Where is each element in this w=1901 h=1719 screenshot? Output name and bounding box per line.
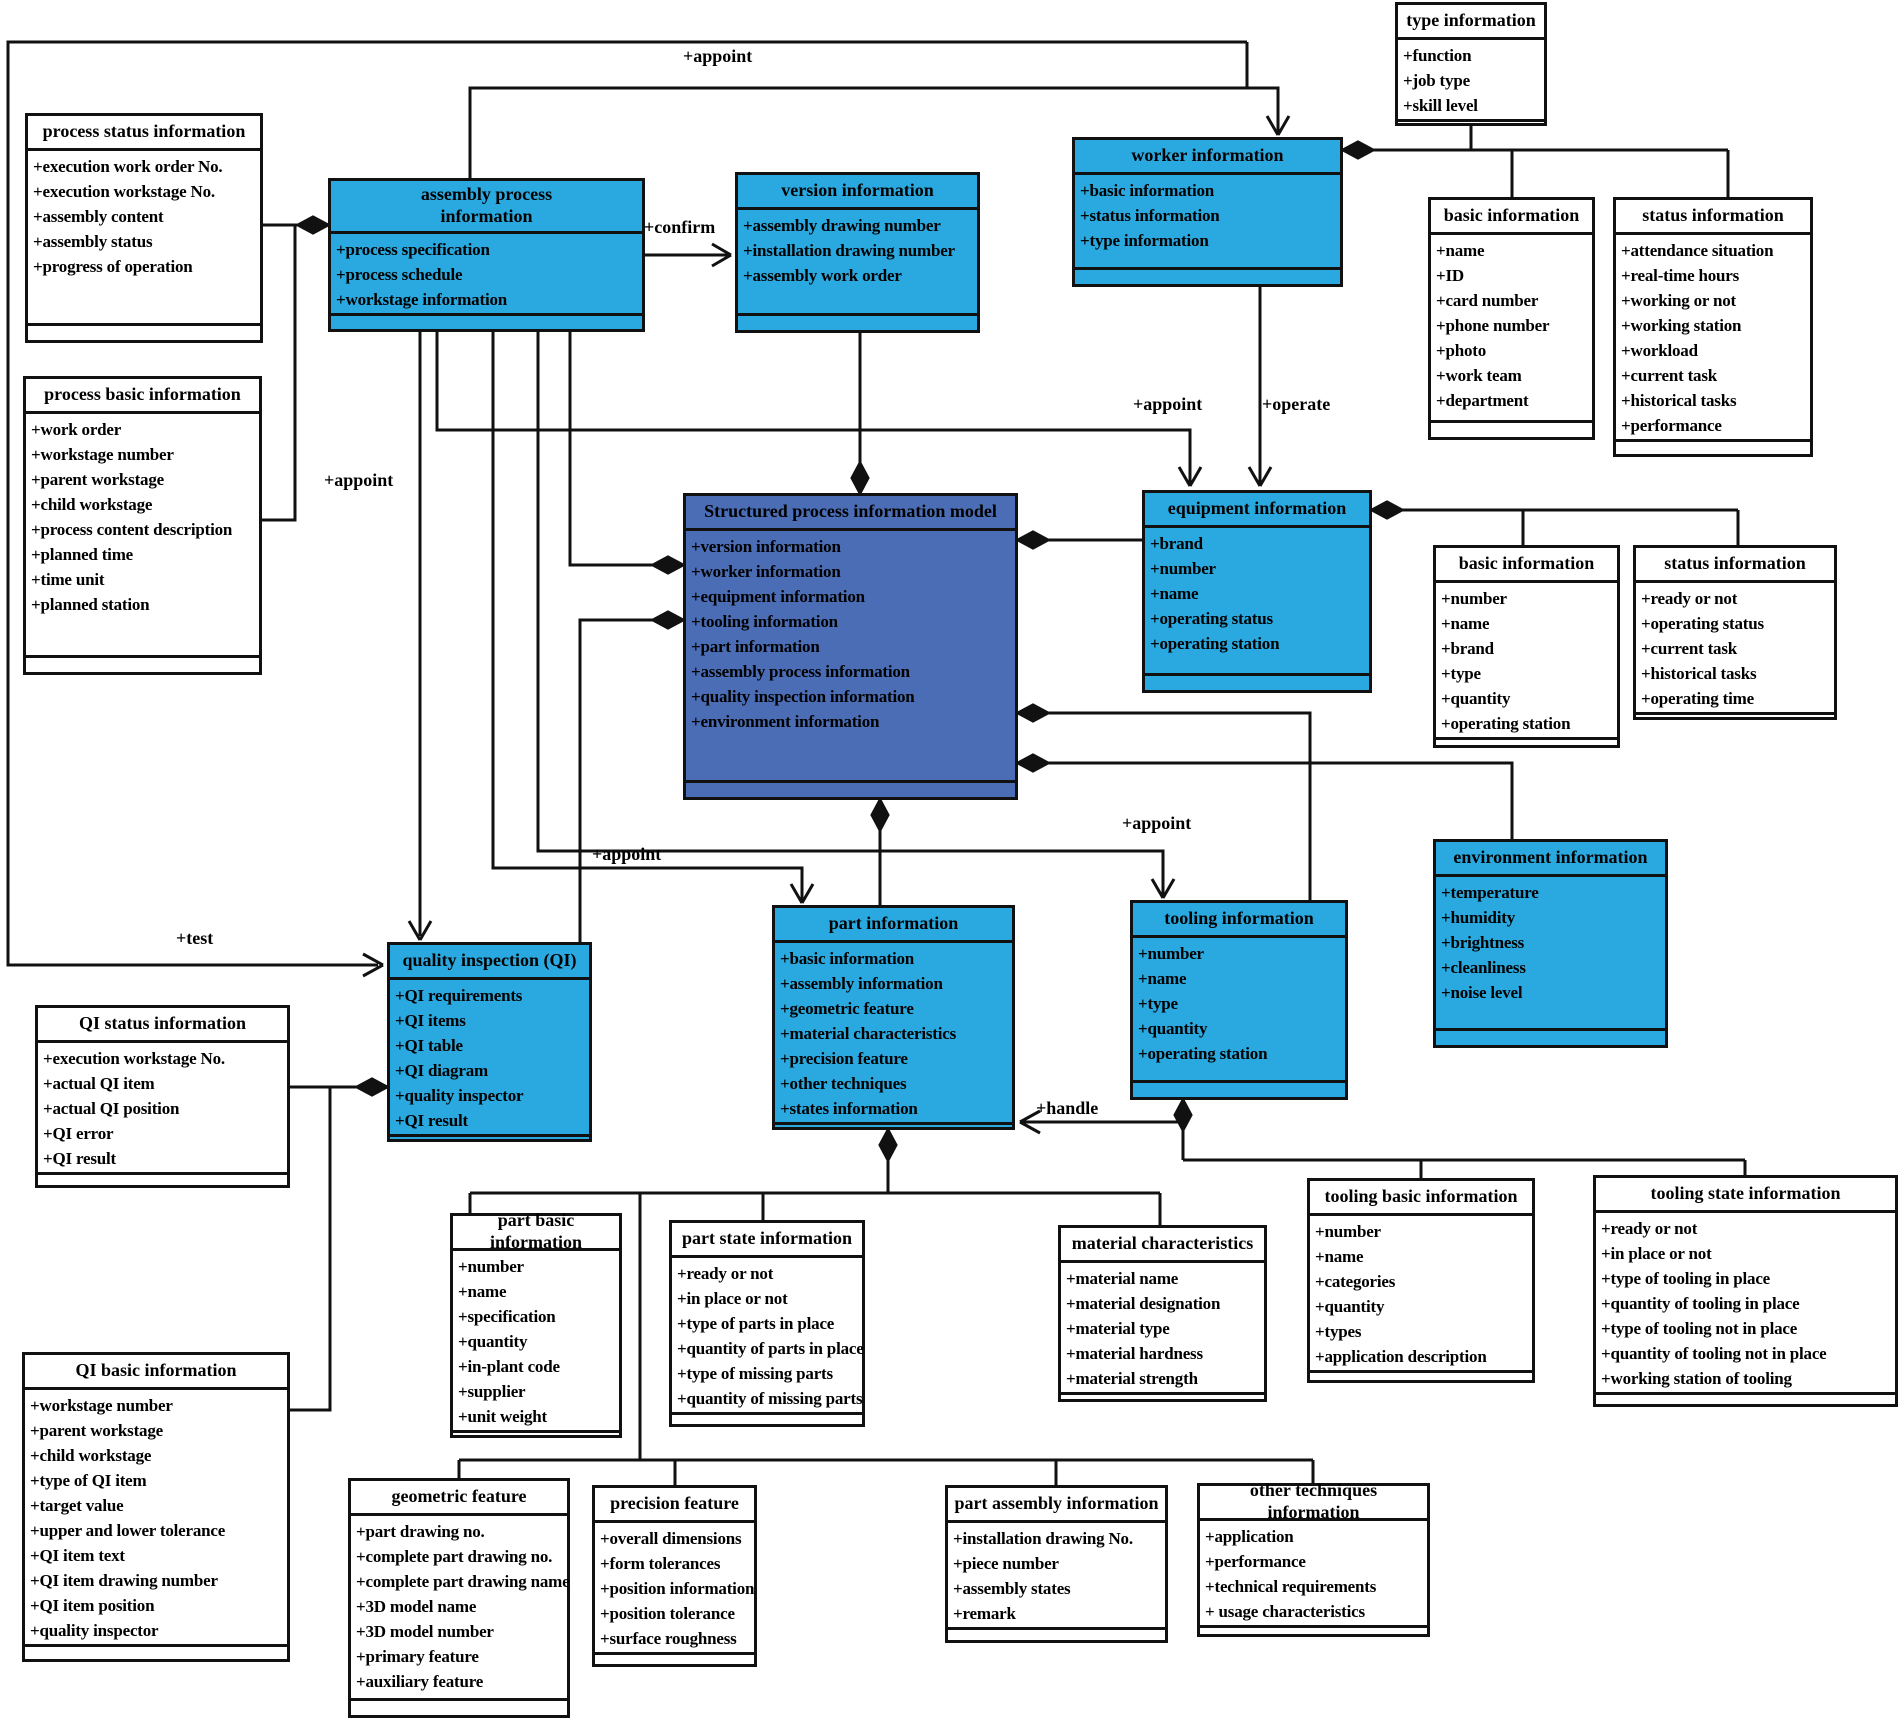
class-attribute-list <box>1310 1216 1532 1370</box>
class-attribute-list <box>1398 40 1544 119</box>
class-attribute: +operating station <box>1138 1044 1268 1063</box>
class-attribute-list <box>1133 938 1345 1080</box>
class-attribute: +number <box>1441 589 1507 608</box>
class-attribute: +brand <box>1441 639 1494 658</box>
class-attribute: +type of tooling not in place <box>1601 1319 1798 1338</box>
class-attribute-list <box>775 943 1012 1122</box>
class-title: status information <box>1636 548 1834 583</box>
class-attribute: +name <box>1436 241 1485 260</box>
class-attribute: +name <box>458 1282 507 1301</box>
class-attribute: +geometric feature <box>780 999 914 1018</box>
class-attribute: +number <box>1138 944 1204 963</box>
class-part-state-information <box>669 1220 865 1427</box>
class-attribute: +QI requirements <box>395 986 523 1005</box>
class-footer-compartment <box>1310 1370 1532 1380</box>
class-attribute: +operating status <box>1150 609 1273 628</box>
class-type-information <box>1395 2 1547 126</box>
class-attribute-list <box>1596 1213 1895 1392</box>
class-attribute: +installation drawing number <box>743 241 955 260</box>
class-attribute: +working or not <box>1621 291 1736 310</box>
edge-label-handle: +handle <box>1036 1098 1099 1118</box>
class-attribute: +categories <box>1315 1272 1396 1291</box>
class-attribute: +photo <box>1436 341 1487 360</box>
class-attribute: +assembly drawing number <box>743 216 941 235</box>
class-attribute: +assembly information <box>780 974 943 993</box>
class-attribute: +QI result <box>43 1149 117 1168</box>
class-footer-compartment <box>1061 1392 1264 1399</box>
class-attribute: +installation drawing No. <box>953 1529 1133 1548</box>
class-attribute-list <box>1436 877 1665 1028</box>
class-title: tooling basic information <box>1310 1181 1532 1216</box>
class-attribute: +3D model name <box>356 1597 477 1616</box>
class-footer-compartment <box>1616 439 1810 454</box>
class-attribute: +planned time <box>31 545 134 564</box>
class-attribute: +quality inspection information <box>691 687 915 706</box>
class-attribute: +complete part drawing name <box>356 1572 570 1591</box>
class-attribute: +attendance situation <box>1621 241 1774 260</box>
class-attribute: +ready or not <box>677 1264 774 1283</box>
class-attribute: +temperature <box>1441 883 1539 902</box>
class-footer-compartment <box>28 323 260 340</box>
class-part-assembly-information <box>945 1485 1168 1643</box>
class-attribute: +basic information <box>780 949 915 968</box>
class-attribute-list <box>26 414 259 655</box>
class-precision-feature <box>592 1485 757 1667</box>
class-attribute-list <box>1636 583 1834 712</box>
class-attribute: +operating station <box>1150 634 1280 653</box>
class-footer-compartment <box>331 313 642 329</box>
class-attribute: +form tolerances <box>600 1554 721 1573</box>
class-title: assembly process information <box>331 181 642 234</box>
class-equipment-status-information <box>1633 545 1837 720</box>
class-attribute: +status information <box>1080 206 1220 225</box>
class-attribute: +overall dimensions <box>600 1529 742 1548</box>
class-attribute: +target value <box>30 1496 124 1515</box>
class-title: process basic information <box>26 379 259 414</box>
class-attribute: +workstage information <box>336 289 508 309</box>
class-attribute: +child workstage <box>31 495 153 514</box>
class-footer-compartment <box>1636 712 1834 717</box>
class-footer-compartment <box>38 1172 287 1185</box>
class-attribute: +name <box>1138 969 1187 988</box>
class-attribute: +quality inspector <box>30 1621 159 1640</box>
class-attribute: + usage characteristics <box>1205 1602 1365 1621</box>
edge-label-operate: +operate <box>1262 394 1331 414</box>
class-attribute: +actual QI item <box>43 1074 155 1093</box>
class-attribute: +material hardness <box>1066 1344 1203 1363</box>
class-attribute: +environment information <box>691 712 880 731</box>
class-title: part information <box>775 908 1012 943</box>
class-title: other techniques information <box>1200 1486 1427 1521</box>
class-attribute: +supplier <box>458 1382 526 1401</box>
class-attribute: +working station <box>1621 316 1742 335</box>
class-attribute-list <box>28 151 260 323</box>
class-attribute: +workstage number <box>30 1396 173 1415</box>
class-attribute: +QI result <box>395 1111 469 1130</box>
class-attribute-list <box>390 980 589 1134</box>
class-attribute: +parent workstage <box>31 470 164 489</box>
class-attribute: +skill level <box>1403 96 1478 115</box>
edge-label-appoint-tooling: +appoint <box>1122 813 1192 833</box>
class-tooling-state-information <box>1593 1175 1898 1407</box>
class-footer-compartment <box>26 655 259 672</box>
class-other-techniques-information <box>1197 1480 1430 1637</box>
class-attribute: +operating status <box>1641 614 1764 633</box>
class-footer-compartment <box>1200 1625 1427 1634</box>
class-attribute: +humidity <box>1441 908 1516 927</box>
class-attribute: +auxiliary feature <box>356 1672 484 1691</box>
class-attribute-list <box>453 1251 619 1430</box>
class-title: quality inspection (QI) <box>390 945 589 980</box>
class-attribute-list <box>1075 175 1340 267</box>
class-attribute: +application <box>1205 1527 1294 1546</box>
class-attribute: +material designation <box>1066 1294 1221 1313</box>
class-title: process status information <box>28 116 260 151</box>
class-attribute: +ID <box>1436 266 1464 285</box>
class-attribute: +real-time hours <box>1621 266 1740 285</box>
class-title: worker information <box>1075 140 1340 175</box>
class-title: QI status information <box>38 1008 287 1043</box>
class-attribute-list <box>25 1390 287 1644</box>
class-attribute: +type of QI item <box>30 1471 147 1490</box>
class-attribute: +noise level <box>1441 983 1523 1002</box>
class-attribute: +child workstage <box>30 1446 152 1465</box>
class-attribute: +performance <box>1621 416 1722 435</box>
class-title: version information <box>738 175 977 210</box>
class-attribute: +phone number <box>1436 316 1550 335</box>
class-attribute: +QI item text <box>30 1546 125 1565</box>
class-part-information <box>772 905 1015 1130</box>
class-equipment-basic-information <box>1433 545 1620 748</box>
class-attribute: +part drawing no. <box>356 1522 485 1541</box>
class-attribute: +name <box>1441 614 1490 633</box>
class-attribute: +historical tasks <box>1641 664 1757 683</box>
class-process-status-information <box>25 113 263 343</box>
class-title: precision feature <box>595 1488 754 1523</box>
class-footer-compartment <box>1431 420 1592 437</box>
class-footer-compartment <box>738 313 977 330</box>
class-attribute: +QI items <box>395 1011 466 1030</box>
class-attribute: +tooling information <box>691 612 838 631</box>
class-attribute: +3D model number <box>356 1622 494 1641</box>
class-attribute: +QI table <box>395 1036 463 1055</box>
class-attribute: +piece number <box>953 1554 1059 1573</box>
class-footer-compartment <box>686 780 1015 797</box>
class-tooling-basic-information <box>1307 1178 1535 1383</box>
class-footer-compartment <box>1596 1392 1895 1404</box>
class-attribute-list <box>595 1523 754 1652</box>
class-structured-process-information-model <box>683 493 1018 800</box>
class-attribute: +remark <box>953 1604 1016 1623</box>
class-attribute-list <box>686 531 1015 780</box>
class-attribute: +operating station <box>1441 714 1571 733</box>
class-attribute-list <box>1616 235 1810 439</box>
class-footer-compartment <box>1133 1080 1345 1097</box>
class-attribute: +quantity of parts in place <box>677 1339 864 1358</box>
class-attribute: +material characteristics <box>780 1024 957 1043</box>
class-quality-inspection-qi <box>387 942 592 1142</box>
class-title: type information <box>1398 5 1544 40</box>
class-qi-status-information <box>35 1005 290 1188</box>
class-geometric-feature <box>348 1478 570 1718</box>
class-title: equipment information <box>1145 493 1369 528</box>
class-attribute: +in place or not <box>1601 1244 1712 1263</box>
class-attribute-list <box>331 234 642 313</box>
class-attribute: +assembly content <box>33 207 164 226</box>
class-attribute: +workload <box>1621 341 1698 360</box>
class-attribute: +unit weight <box>458 1407 547 1426</box>
class-footer-compartment <box>948 1627 1165 1640</box>
class-attribute-list <box>1145 528 1369 673</box>
class-attribute: +department <box>1436 391 1529 410</box>
class-attribute: +ready or not <box>1601 1219 1698 1238</box>
class-attribute: +other techniques <box>780 1074 907 1093</box>
class-title: geometric feature <box>351 1481 567 1516</box>
class-attribute: +part information <box>691 637 820 656</box>
class-attribute: +quantity <box>1315 1297 1385 1316</box>
class-footer-compartment <box>595 1652 754 1664</box>
class-attribute: +execution workstage No. <box>33 182 215 201</box>
class-attribute: +brightness <box>1441 933 1525 952</box>
class-attribute: +QI item drawing number <box>30 1571 218 1590</box>
class-title: part basic information <box>453 1216 619 1251</box>
class-title: tooling state information <box>1596 1178 1895 1213</box>
class-attribute: +workstage number <box>31 445 174 464</box>
class-title: part assembly information <box>948 1488 1165 1523</box>
edge-label-test: +test <box>176 928 214 948</box>
class-attribute: +process schedule <box>336 264 463 284</box>
edge-label-confirm: +confirm <box>644 217 716 237</box>
class-attribute: +material name <box>1066 1269 1179 1288</box>
class-footer-compartment <box>672 1412 862 1424</box>
class-title: material characteristics <box>1061 1228 1264 1263</box>
class-attribute-list <box>1200 1521 1427 1625</box>
class-worker-information <box>1072 137 1343 287</box>
class-footer-compartment <box>1075 267 1340 284</box>
class-attribute: +work order <box>31 420 122 439</box>
class-attribute: +work team <box>1436 366 1522 385</box>
class-attribute: +process content description <box>31 520 233 539</box>
class-attribute: +quantity of tooling in place <box>1601 1294 1800 1313</box>
class-attribute: +type <box>1138 994 1178 1013</box>
class-attribute: +version information <box>691 537 841 556</box>
class-attribute-list <box>351 1516 570 1698</box>
class-attribute: +type of parts in place <box>677 1314 835 1333</box>
class-attribute-list <box>1436 583 1617 737</box>
class-attribute: +function <box>1403 46 1472 65</box>
class-tooling-information <box>1130 900 1348 1100</box>
class-attribute: +quantity <box>1441 689 1511 708</box>
class-attribute: +basic information <box>1080 181 1215 200</box>
class-title: basic information <box>1436 548 1617 583</box>
class-attribute: +in place or not <box>677 1289 788 1308</box>
class-attribute: +states information <box>780 1099 918 1118</box>
class-attribute: +planned station <box>31 595 150 614</box>
class-attribute: +cleanliness <box>1441 958 1526 977</box>
class-attribute: +execution workstage No. <box>43 1049 225 1068</box>
class-attribute: +type of missing parts <box>677 1364 833 1383</box>
class-attribute: +material type <box>1066 1319 1170 1338</box>
class-attribute: +quality inspector <box>395 1086 524 1105</box>
class-footer-compartment <box>1145 673 1369 690</box>
class-footer-compartment <box>390 1134 589 1139</box>
class-attribute: +upper and lower tolerance <box>30 1521 226 1540</box>
class-attribute: +QI diagram <box>395 1061 488 1080</box>
class-assembly-process-information <box>328 178 645 332</box>
class-attribute: +assembly status <box>33 232 153 251</box>
class-attribute: +in-plant code <box>458 1357 560 1376</box>
class-part-basic-information <box>450 1210 622 1438</box>
class-attribute: +quantity of tooling not in place <box>1601 1344 1827 1363</box>
class-worker-basic-information <box>1428 197 1595 440</box>
edge-label-appoint-qi: +appoint <box>324 470 394 490</box>
class-attribute: +types <box>1315 1322 1362 1341</box>
class-attribute-list <box>38 1043 287 1172</box>
class-material-characteristics <box>1058 1225 1267 1402</box>
class-attribute: +historical tasks <box>1621 391 1737 410</box>
class-attribute: +time unit <box>31 570 105 589</box>
edge-label-appoint-equipment: +appoint <box>1133 394 1203 414</box>
class-attribute: +brand <box>1150 534 1203 553</box>
class-title: environment information <box>1436 842 1665 877</box>
edge-label-appoint-top: +appoint <box>683 46 753 66</box>
class-attribute: +quantity <box>1138 1019 1208 1038</box>
class-attribute: +progress of operation <box>33 257 193 276</box>
class-attribute: +position information <box>600 1579 755 1598</box>
class-footer-compartment <box>775 1122 1012 1127</box>
class-attribute: +quantity of missing parts <box>677 1389 863 1408</box>
class-attribute-list <box>672 1258 862 1412</box>
class-attribute: +card number <box>1436 291 1539 310</box>
class-attribute: +parent workstage <box>30 1421 163 1440</box>
class-attribute: +assembly work order <box>743 266 902 285</box>
class-attribute: +number <box>1315 1222 1381 1241</box>
class-attribute-list <box>738 210 977 313</box>
class-footer-compartment <box>1436 1028 1665 1045</box>
class-title: part state information <box>672 1223 862 1258</box>
class-attribute: +actual QI position <box>43 1099 180 1118</box>
class-attribute: +job type <box>1403 71 1470 90</box>
class-title: basic information <box>1431 200 1592 235</box>
class-footer-compartment <box>25 1644 287 1659</box>
class-attribute: +worker information <box>691 562 841 581</box>
class-attribute: +material strength <box>1066 1369 1198 1388</box>
class-attribute: +name <box>1150 584 1199 603</box>
class-footer-compartment <box>351 1698 567 1715</box>
class-version-information <box>735 172 980 333</box>
class-attribute: +current task <box>1641 639 1738 658</box>
class-attribute: +primary feature <box>356 1647 479 1666</box>
class-attribute: +process specification <box>336 239 490 259</box>
class-attribute: +working station of tooling <box>1601 1369 1792 1388</box>
class-attribute-list <box>948 1523 1165 1627</box>
class-attribute: +QI error <box>43 1124 114 1143</box>
class-environment-information <box>1433 839 1668 1048</box>
class-process-basic-information <box>23 376 262 675</box>
class-title: status information <box>1616 200 1810 235</box>
class-attribute: +application description <box>1315 1347 1487 1366</box>
class-attribute: +name <box>1315 1247 1364 1266</box>
class-qi-basic-information <box>22 1352 290 1662</box>
class-attribute: +quantity <box>458 1332 528 1351</box>
class-attribute-list <box>1431 235 1592 420</box>
class-footer-compartment <box>453 1430 619 1435</box>
class-attribute: +number <box>458 1257 524 1276</box>
class-attribute: +performance <box>1205 1552 1306 1571</box>
class-worker-status-information <box>1613 197 1813 457</box>
class-title: tooling information <box>1133 903 1345 938</box>
class-attribute: +position tolerance <box>600 1604 735 1623</box>
class-attribute: +assembly states <box>953 1579 1071 1598</box>
class-attribute: +complete part drawing no. <box>356 1547 553 1566</box>
class-attribute: +assembly process information <box>691 662 910 681</box>
class-attribute: +equipment information <box>691 587 865 606</box>
class-title: Structured process information model <box>686 496 1015 531</box>
class-footer-compartment <box>1398 119 1544 123</box>
class-attribute: +surface roughness <box>600 1629 737 1648</box>
class-attribute: +QI item position <box>30 1596 155 1615</box>
class-attribute: +precision feature <box>780 1049 908 1068</box>
class-attribute: +type of tooling in place <box>1601 1269 1771 1288</box>
edge-label-appoint-part: +appoint <box>592 844 662 864</box>
class-attribute: +specification <box>458 1307 556 1326</box>
class-attribute: +number <box>1150 559 1216 578</box>
class-attribute: +operating time <box>1641 689 1754 708</box>
class-attribute-list <box>1061 1263 1264 1392</box>
class-attribute: +execution work order No. <box>33 157 223 176</box>
class-attribute: +current task <box>1621 366 1718 385</box>
class-attribute: +type <box>1441 664 1481 683</box>
class-footer-compartment <box>1436 737 1617 745</box>
class-title: QI basic information <box>25 1355 287 1390</box>
class-attribute: +technical requirements <box>1205 1577 1377 1596</box>
class-equipment-information <box>1142 490 1372 693</box>
class-attribute: +ready or not <box>1641 589 1738 608</box>
class-attribute: +type information <box>1080 231 1209 250</box>
